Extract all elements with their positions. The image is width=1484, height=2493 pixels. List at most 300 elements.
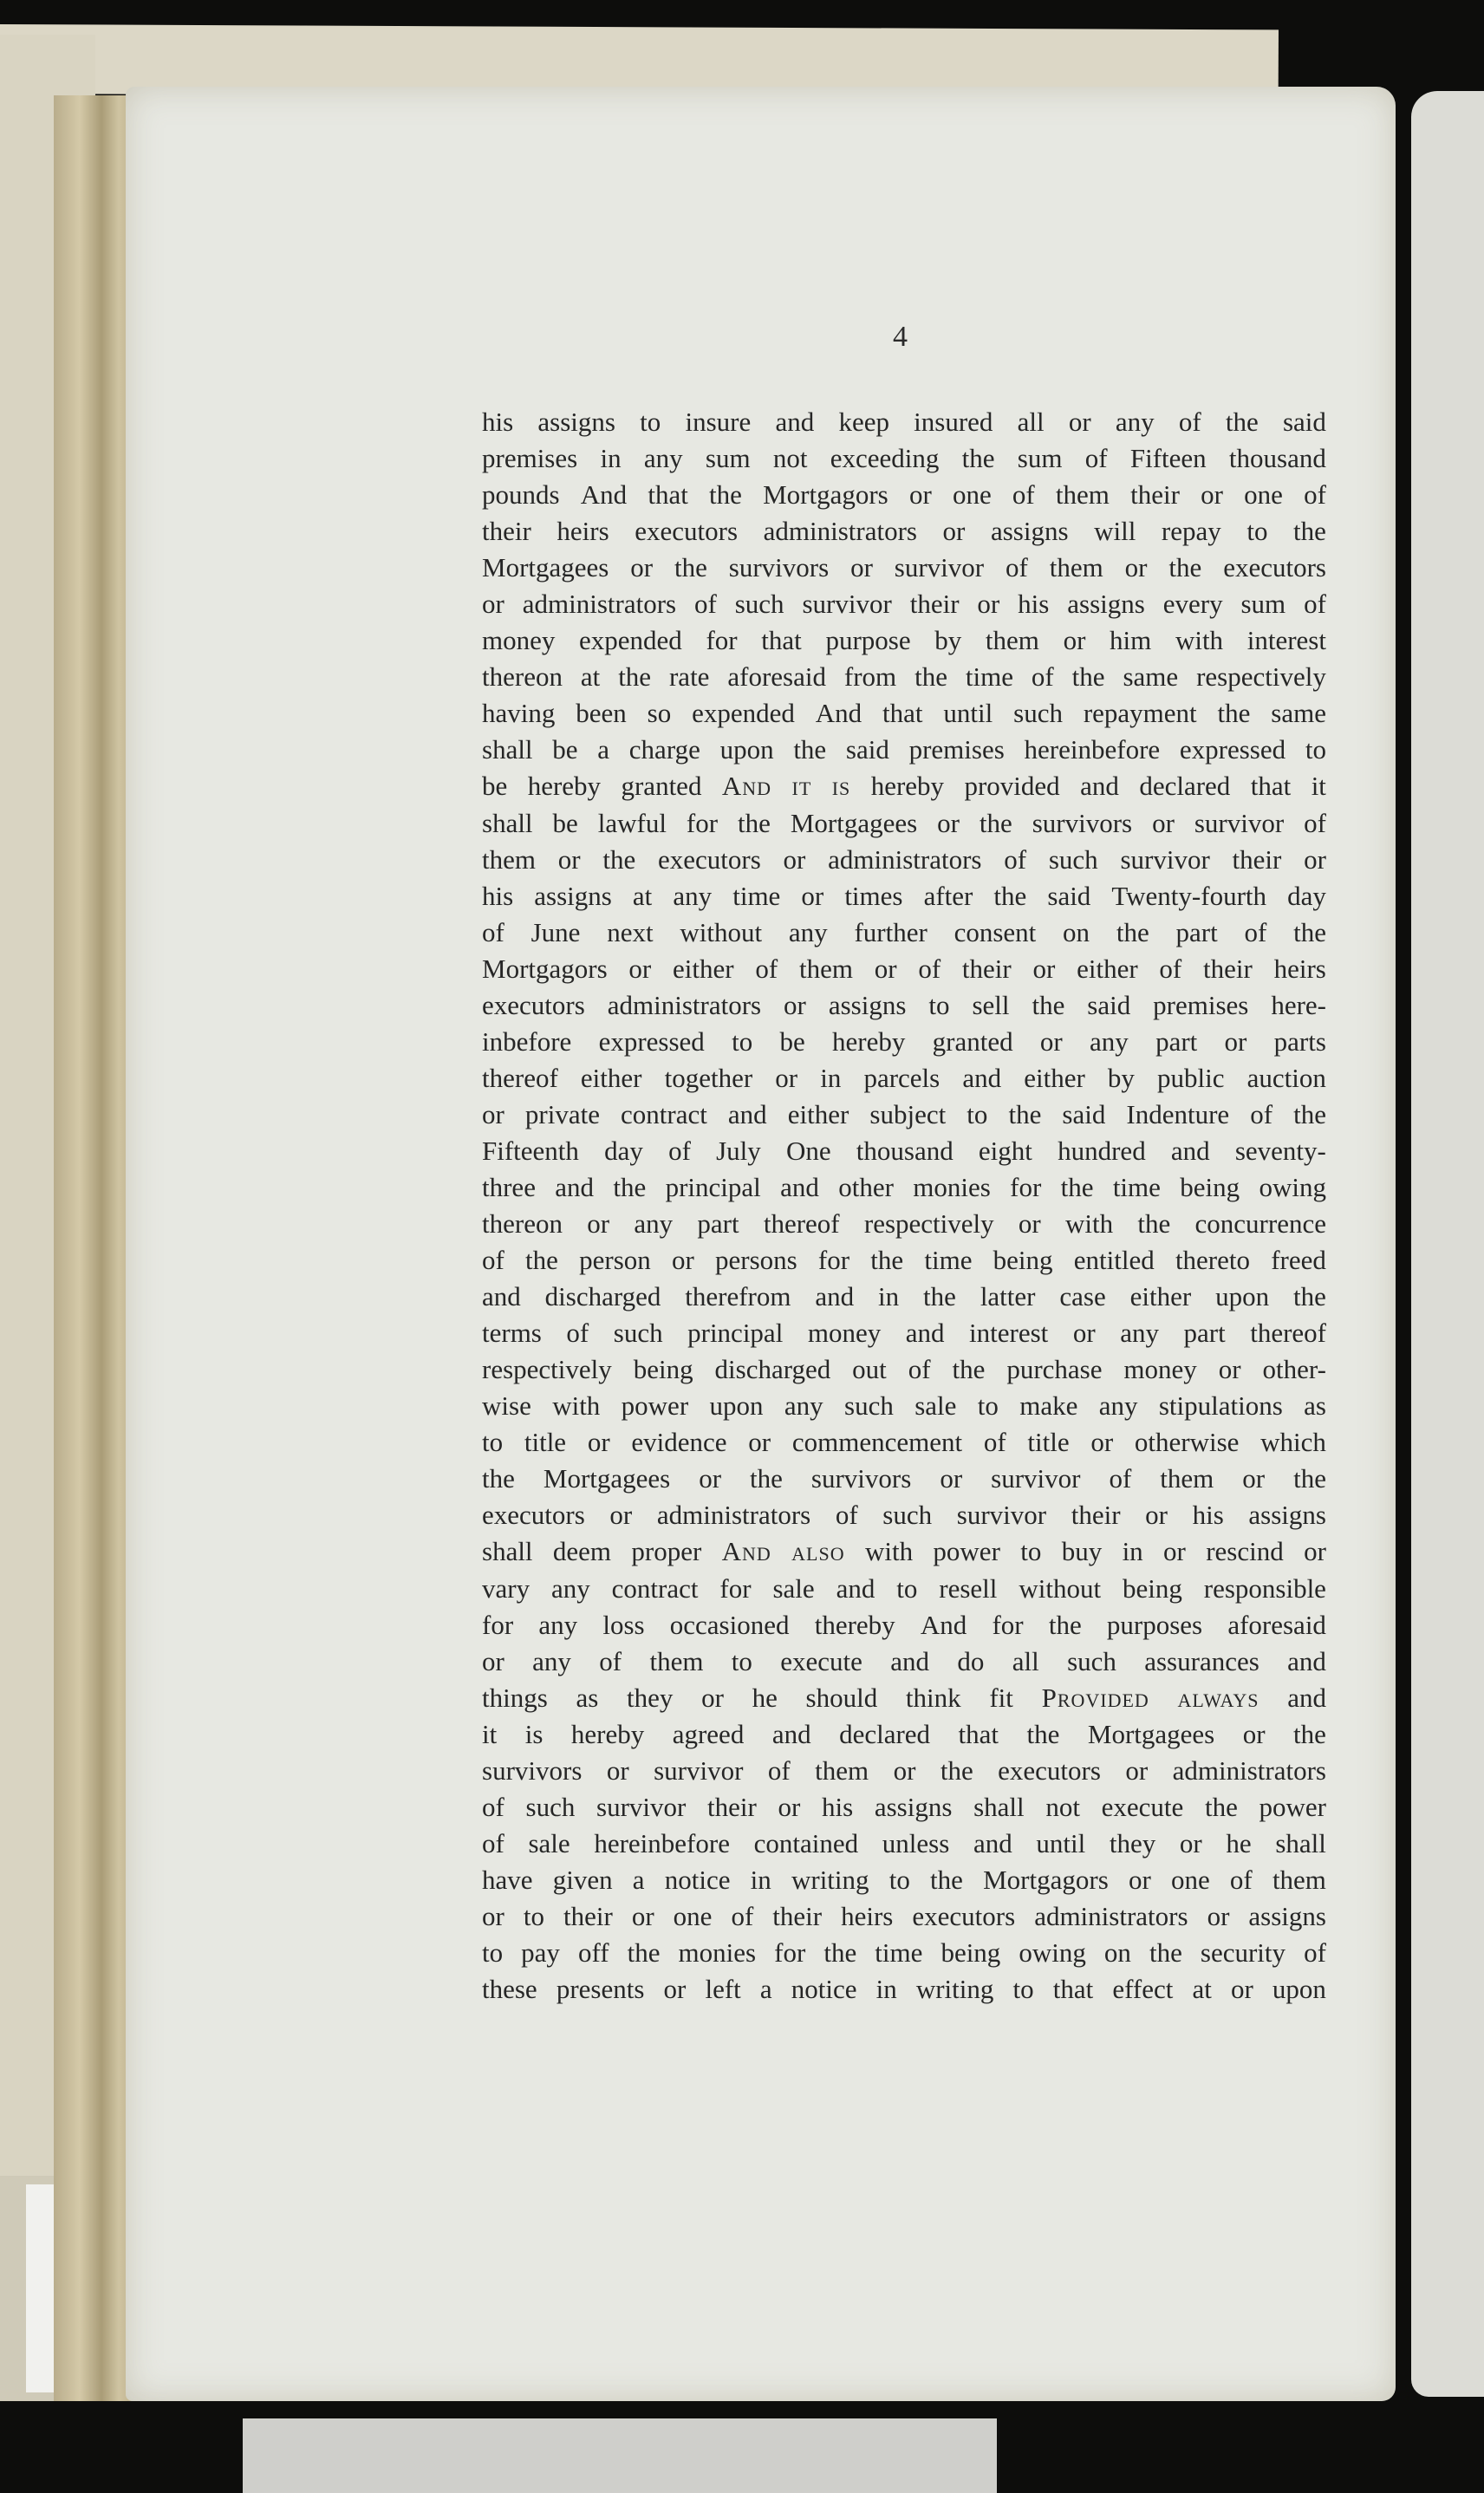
word: and bbox=[727, 1098, 767, 1129]
word: Mortgagees bbox=[543, 1463, 671, 1494]
word: or bbox=[482, 589, 504, 620]
word: or bbox=[908, 479, 932, 511]
word: should bbox=[805, 1682, 878, 1713]
word: thereof bbox=[482, 1062, 558, 1093]
word: to bbox=[731, 1645, 752, 1676]
word: of bbox=[482, 1791, 504, 1822]
word: One bbox=[785, 1135, 831, 1166]
word: his bbox=[821, 1791, 854, 1822]
word: executors bbox=[998, 1754, 1101, 1786]
word: upon bbox=[719, 734, 774, 765]
word: in bbox=[820, 1062, 842, 1093]
word: without bbox=[680, 916, 763, 947]
word: to bbox=[967, 1098, 988, 1129]
word: with bbox=[1175, 625, 1224, 656]
word: of bbox=[1084, 443, 1108, 474]
word: occasioned bbox=[669, 1609, 790, 1640]
facing-page-edge bbox=[1411, 91, 1484, 2397]
word: for bbox=[706, 625, 738, 656]
word: them bbox=[482, 843, 536, 875]
word: until bbox=[943, 698, 993, 729]
word: any bbox=[538, 1609, 578, 1640]
word: in bbox=[750, 1864, 771, 1895]
word: such bbox=[525, 1791, 576, 1822]
word: as bbox=[1304, 1390, 1326, 1422]
word: vary bbox=[482, 1572, 530, 1604]
text-line bbox=[482, 1716, 1326, 1753]
word: wise bbox=[482, 1390, 531, 1422]
word: or bbox=[775, 1062, 798, 1093]
word: expended bbox=[692, 698, 795, 729]
word: concurrence bbox=[1194, 1208, 1326, 1240]
word: thereof bbox=[763, 1208, 840, 1240]
word: administrators bbox=[607, 989, 762, 1020]
word: which bbox=[1260, 1427, 1326, 1458]
word: thereon bbox=[482, 1208, 563, 1240]
word: public bbox=[1157, 1062, 1225, 1093]
word: so bbox=[647, 698, 672, 729]
word: do bbox=[957, 1645, 985, 1676]
word: it bbox=[482, 1718, 498, 1749]
word: hundred bbox=[1058, 1135, 1146, 1166]
word: the bbox=[1168, 552, 1202, 583]
word: the bbox=[627, 1936, 661, 1968]
word: their bbox=[1232, 843, 1282, 875]
word: Mortgagors bbox=[482, 953, 608, 984]
word: money bbox=[1123, 1354, 1197, 1385]
word: or bbox=[1201, 479, 1223, 511]
word: sum bbox=[1017, 443, 1063, 474]
word: one bbox=[1170, 1864, 1210, 1895]
text-line bbox=[482, 768, 1326, 804]
word: or bbox=[671, 1245, 694, 1276]
small-caps-word: And bbox=[721, 1536, 771, 1567]
word: such bbox=[1013, 698, 1063, 729]
word: survivor bbox=[654, 1754, 744, 1786]
word: the bbox=[1293, 1463, 1326, 1494]
word: hereby bbox=[527, 771, 602, 802]
word: and bbox=[973, 1827, 1012, 1858]
word: the bbox=[1008, 1098, 1042, 1129]
word: their bbox=[1130, 479, 1180, 511]
word: granted bbox=[621, 771, 702, 802]
word: Mortgagors bbox=[983, 1864, 1109, 1895]
word: execute bbox=[780, 1645, 862, 1676]
word: loss bbox=[602, 1609, 645, 1640]
page-number: 4 bbox=[893, 321, 908, 353]
word: of bbox=[694, 589, 717, 620]
word: of bbox=[731, 1900, 754, 1931]
word: and bbox=[1080, 771, 1119, 802]
word: and bbox=[482, 1281, 521, 1312]
word: their bbox=[482, 516, 531, 547]
text-line bbox=[482, 1898, 1326, 1935]
word: of bbox=[1109, 1463, 1132, 1494]
word: he bbox=[1226, 1827, 1252, 1858]
word: title bbox=[524, 1427, 567, 1458]
word: writing bbox=[791, 1864, 869, 1895]
word: been bbox=[576, 698, 627, 729]
word: assigns bbox=[990, 516, 1069, 547]
word: they bbox=[1109, 1827, 1156, 1858]
word: in bbox=[1122, 1536, 1143, 1567]
word: any bbox=[551, 1572, 590, 1604]
word: of bbox=[1006, 552, 1028, 583]
word: by bbox=[1107, 1062, 1135, 1093]
word: shall bbox=[482, 807, 533, 838]
word: or bbox=[587, 1427, 610, 1458]
word: survivor bbox=[991, 1463, 1081, 1494]
word: assigns bbox=[1248, 1900, 1326, 1931]
word: inbefore bbox=[482, 1025, 572, 1057]
word: to bbox=[1012, 1974, 1034, 2005]
word: his bbox=[482, 407, 514, 437]
word: be bbox=[552, 734, 578, 765]
word: or bbox=[1304, 843, 1326, 875]
word: monies bbox=[913, 1171, 991, 1202]
word: shall bbox=[482, 1536, 533, 1567]
word: survivors bbox=[810, 1463, 912, 1494]
text-line bbox=[482, 1133, 1326, 1169]
word: the bbox=[1026, 1718, 1060, 1749]
word: or bbox=[631, 1900, 654, 1931]
word: power bbox=[933, 1536, 1000, 1567]
word: either bbox=[673, 953, 734, 984]
word: by bbox=[934, 625, 962, 656]
word: for bbox=[482, 1609, 514, 1640]
word: any bbox=[634, 1208, 674, 1240]
word: July bbox=[716, 1135, 761, 1166]
small-caps-word: always bbox=[1177, 1682, 1259, 1713]
word: upon bbox=[1272, 1974, 1326, 2005]
word: executors bbox=[912, 1900, 1016, 1931]
word: or bbox=[1090, 1427, 1114, 1458]
word: such bbox=[1048, 843, 1098, 875]
word: the bbox=[1137, 1208, 1171, 1240]
word: and bbox=[836, 1572, 875, 1604]
word: June bbox=[530, 916, 581, 947]
word: same bbox=[1123, 661, 1179, 693]
text-line bbox=[482, 659, 1326, 695]
word: any bbox=[1115, 407, 1155, 437]
word: rescind bbox=[1206, 1536, 1284, 1567]
word: or bbox=[587, 1208, 610, 1240]
word: the bbox=[1293, 516, 1326, 547]
text-line bbox=[482, 1279, 1326, 1315]
word: pounds bbox=[482, 479, 560, 511]
word: repayment bbox=[1083, 698, 1197, 729]
text-line bbox=[482, 878, 1326, 915]
word: aforesaid bbox=[1227, 1609, 1326, 1640]
word: aforesaid bbox=[727, 661, 826, 693]
word: upon bbox=[1215, 1281, 1270, 1312]
word: that bbox=[882, 698, 923, 729]
word: to bbox=[523, 1900, 544, 1931]
word: the bbox=[750, 1463, 783, 1494]
word: and bbox=[780, 1171, 819, 1202]
word: same bbox=[1271, 698, 1326, 729]
word: them bbox=[798, 953, 853, 984]
word: time bbox=[924, 1245, 973, 1276]
word: power bbox=[621, 1390, 689, 1422]
word: and bbox=[890, 1645, 930, 1676]
word: think bbox=[905, 1682, 961, 1713]
word: person bbox=[579, 1245, 651, 1276]
word: insured bbox=[914, 407, 993, 437]
word: until bbox=[1036, 1827, 1086, 1858]
word: to bbox=[732, 1025, 753, 1057]
word: persons bbox=[715, 1245, 797, 1276]
word: owing bbox=[1259, 1171, 1326, 1202]
word: purposes bbox=[1106, 1609, 1203, 1640]
text-line bbox=[482, 1789, 1326, 1826]
word: or bbox=[609, 1500, 633, 1531]
word: or bbox=[850, 552, 873, 583]
word: or bbox=[1230, 1974, 1253, 2005]
word: and bbox=[962, 1062, 1002, 1093]
word: be bbox=[482, 771, 508, 802]
word: notice bbox=[664, 1864, 731, 1895]
word: to bbox=[896, 1572, 918, 1604]
word: title bbox=[1027, 1427, 1070, 1458]
word: the bbox=[1048, 1609, 1082, 1640]
word: such bbox=[613, 1318, 663, 1349]
word: his bbox=[482, 880, 514, 911]
word: auction bbox=[1246, 1062, 1326, 1093]
word: part bbox=[1155, 1025, 1198, 1057]
word: be bbox=[552, 807, 578, 838]
word: Twenty-fourth bbox=[1111, 880, 1267, 911]
word: or bbox=[482, 1098, 504, 1129]
word: said bbox=[845, 734, 889, 765]
word: of bbox=[1244, 916, 1267, 947]
word: the bbox=[979, 807, 1012, 838]
word: further bbox=[854, 916, 928, 947]
word: parts bbox=[1273, 1025, 1326, 1057]
word: of bbox=[1304, 1936, 1326, 1968]
word: either bbox=[1129, 1281, 1192, 1312]
word: them bbox=[649, 1645, 704, 1676]
word: or bbox=[893, 1754, 916, 1786]
word: subject bbox=[869, 1098, 947, 1129]
word: them bbox=[1049, 552, 1103, 583]
word: or bbox=[482, 1900, 504, 1931]
word: off bbox=[577, 1936, 609, 1968]
word: and bbox=[775, 407, 815, 437]
word: rate bbox=[668, 661, 710, 693]
word: Mortgagees bbox=[1087, 1718, 1215, 1749]
word: they bbox=[627, 1682, 674, 1713]
document-body-text bbox=[482, 404, 1326, 2008]
word: being bbox=[1180, 1171, 1240, 1202]
word: thereof bbox=[1250, 1318, 1326, 1349]
text-line bbox=[482, 1935, 1326, 1971]
word: being bbox=[633, 1354, 693, 1385]
word: said bbox=[1047, 880, 1091, 911]
text-line bbox=[482, 550, 1326, 586]
word: unless bbox=[882, 1827, 950, 1858]
word: out bbox=[852, 1354, 887, 1385]
word: without bbox=[1019, 1572, 1102, 1604]
small-caps-word: it bbox=[791, 771, 812, 802]
word: their bbox=[909, 589, 960, 620]
word: having bbox=[482, 698, 556, 729]
word: the bbox=[923, 1281, 956, 1312]
word: the bbox=[709, 479, 742, 511]
text-line bbox=[482, 1024, 1326, 1060]
word: deem bbox=[552, 1536, 612, 1567]
word: of bbox=[918, 953, 941, 984]
word: the bbox=[993, 880, 1027, 911]
word: assurances bbox=[1144, 1645, 1259, 1676]
word: proper bbox=[631, 1536, 702, 1567]
word: part bbox=[697, 1208, 739, 1240]
word: of bbox=[482, 1245, 504, 1276]
word: any bbox=[1098, 1390, 1138, 1422]
word: executors bbox=[1223, 552, 1326, 583]
word: interest bbox=[969, 1318, 1049, 1349]
word: contained bbox=[753, 1827, 859, 1858]
word: or bbox=[937, 807, 960, 838]
word: to bbox=[482, 1427, 504, 1458]
word: time bbox=[1112, 1171, 1161, 1202]
word: or bbox=[630, 552, 654, 583]
word: case bbox=[1059, 1281, 1106, 1312]
word: in bbox=[600, 443, 622, 474]
word: or bbox=[628, 953, 652, 984]
word: them bbox=[1160, 1463, 1214, 1494]
word: administrators bbox=[656, 1500, 811, 1531]
word: them bbox=[1055, 479, 1110, 511]
word: any bbox=[1090, 1025, 1129, 1057]
word: of bbox=[1031, 661, 1054, 693]
word: in bbox=[875, 1974, 897, 2005]
word: or bbox=[1207, 1900, 1230, 1931]
word: or bbox=[1068, 407, 1091, 437]
text-line bbox=[482, 842, 1326, 878]
word: together bbox=[664, 1062, 753, 1093]
word: that bbox=[1250, 771, 1292, 802]
word: and bbox=[771, 1718, 811, 1749]
word: pay bbox=[521, 1936, 560, 1968]
word: administrators bbox=[522, 589, 677, 620]
word: that bbox=[761, 625, 802, 656]
word: respectively bbox=[482, 1354, 612, 1385]
word: all bbox=[1017, 407, 1045, 437]
word: notice bbox=[791, 1974, 857, 2005]
text-line bbox=[482, 1753, 1326, 1789]
word: said bbox=[1282, 407, 1326, 437]
word: to bbox=[482, 1936, 504, 1968]
text-line bbox=[482, 1242, 1326, 1279]
word: for bbox=[774, 1936, 806, 1968]
word: or bbox=[940, 1463, 963, 1494]
word: not bbox=[772, 443, 808, 474]
word: charge bbox=[628, 734, 700, 765]
word: presents bbox=[556, 1974, 645, 2005]
word: the bbox=[482, 1463, 515, 1494]
text-line bbox=[482, 1461, 1326, 1497]
word: the bbox=[1293, 1098, 1326, 1129]
word: the bbox=[1293, 916, 1326, 947]
word: or bbox=[778, 1791, 801, 1822]
word: the bbox=[870, 1245, 904, 1276]
word: not bbox=[1045, 1791, 1080, 1822]
text-line bbox=[482, 951, 1326, 987]
word: and bbox=[905, 1318, 945, 1349]
word: he bbox=[752, 1682, 778, 1713]
word: will bbox=[1094, 516, 1136, 547]
word: thousand bbox=[1228, 443, 1326, 474]
word: And bbox=[580, 479, 628, 511]
word: or bbox=[606, 1754, 629, 1786]
word: or bbox=[1124, 552, 1148, 583]
small-caps-word: is bbox=[831, 771, 851, 802]
text-line bbox=[482, 1388, 1326, 1424]
word: and bbox=[1287, 1682, 1326, 1713]
word: have bbox=[482, 1864, 533, 1895]
word: thereon bbox=[482, 661, 563, 693]
word: after bbox=[923, 880, 973, 911]
word: for bbox=[686, 807, 719, 838]
word: and bbox=[1287, 1645, 1326, 1676]
word: or bbox=[942, 516, 966, 547]
word: in bbox=[878, 1281, 900, 1312]
word: of bbox=[668, 1135, 691, 1166]
word: or bbox=[663, 1974, 687, 2005]
word: such bbox=[1067, 1645, 1116, 1676]
word: respectively bbox=[863, 1208, 994, 1240]
word: the bbox=[793, 734, 827, 765]
text-line bbox=[482, 1971, 1326, 2008]
word: otherwise bbox=[1134, 1427, 1240, 1458]
word: lawful bbox=[597, 807, 667, 838]
word: purpose bbox=[825, 625, 911, 656]
word: a bbox=[632, 1864, 645, 1895]
text-line bbox=[482, 1607, 1326, 1644]
word: is bbox=[524, 1718, 543, 1749]
word: premises bbox=[482, 443, 578, 474]
word: sum bbox=[705, 443, 751, 474]
word: latter bbox=[980, 1281, 1036, 1312]
word: the bbox=[952, 1354, 986, 1385]
word: time bbox=[875, 1936, 923, 1968]
word: the bbox=[602, 843, 636, 875]
word: every bbox=[1162, 589, 1223, 620]
word: executors bbox=[482, 1500, 585, 1531]
word: shall bbox=[1275, 1827, 1326, 1858]
word: Mortgagees bbox=[790, 807, 918, 838]
word: Indenture bbox=[1126, 1098, 1230, 1129]
word: the bbox=[1116, 916, 1149, 947]
text-line bbox=[482, 1826, 1326, 1862]
word: and bbox=[1170, 1135, 1210, 1166]
word: him bbox=[1110, 625, 1152, 656]
word: power bbox=[1259, 1791, 1326, 1822]
word: or bbox=[701, 1682, 724, 1713]
word: of bbox=[835, 1500, 858, 1531]
word: keep bbox=[838, 407, 889, 437]
word: or bbox=[1128, 1864, 1151, 1895]
text-line bbox=[482, 1097, 1326, 1133]
word: any bbox=[784, 1390, 823, 1422]
word: of bbox=[482, 916, 504, 947]
word: of bbox=[908, 1354, 931, 1385]
word: of bbox=[599, 1645, 622, 1676]
word: the bbox=[674, 552, 707, 583]
word: respectively bbox=[1196, 661, 1326, 693]
word: declared bbox=[1139, 771, 1231, 802]
